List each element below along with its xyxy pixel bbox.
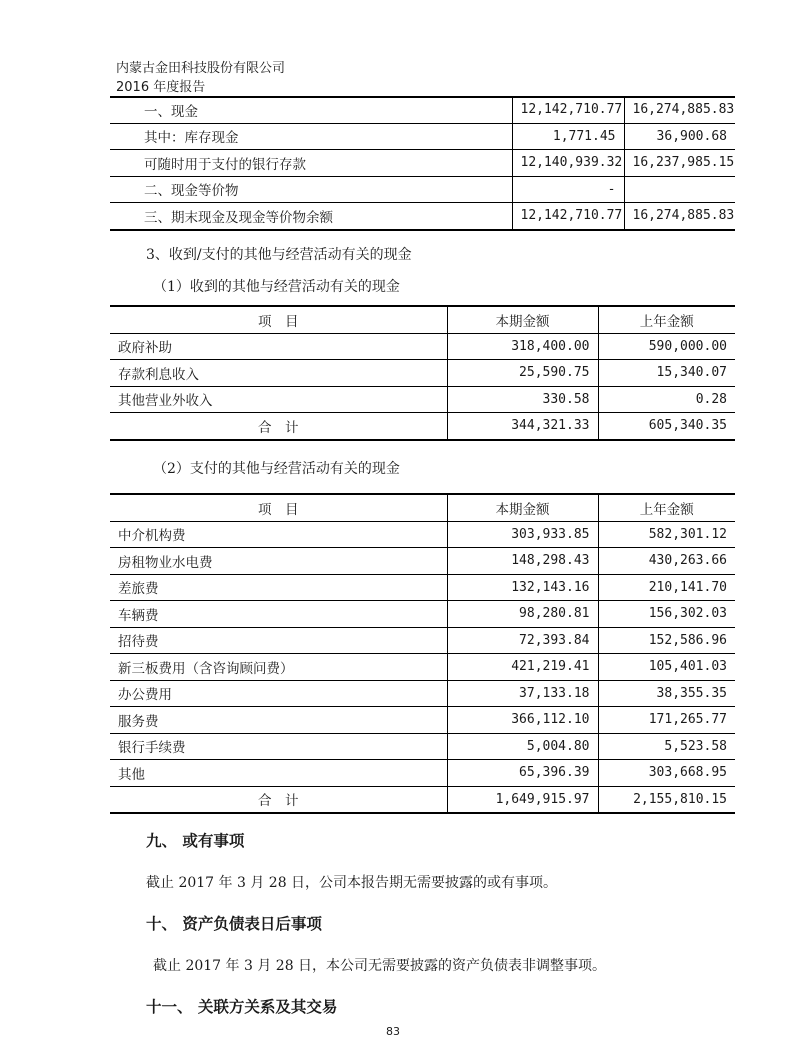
table-row	[110, 733, 735, 760]
header-row	[110, 494, 735, 521]
total-current: 1,649,915.97	[447, 786, 598, 813]
current-amount: 12,140,939.32	[512, 150, 624, 177]
total-label: 合 计	[258, 419, 299, 436]
current-amount: -	[512, 176, 624, 203]
row-label: 新三板费用（含咨询顾问费）	[110, 654, 447, 681]
table-row	[110, 150, 735, 177]
row-label: 差旅费	[110, 574, 447, 601]
report-title: 2016 年度报告	[116, 80, 206, 95]
total-row	[110, 413, 735, 440]
table-row	[110, 203, 735, 230]
previous-amount: 16,274,885.83	[624, 97, 735, 123]
row-label: 三、期末现金及现金等价物余额	[144, 209, 333, 226]
current-amount: 132,143.16	[447, 574, 598, 601]
total-label: 合 计	[258, 793, 299, 810]
row-label: 其中：库存现金	[110, 123, 512, 150]
row-label: 车辆费	[110, 601, 447, 628]
row-label: 房租物业水电费	[110, 548, 447, 575]
row-label: 可随时用于支付的银行存款	[110, 150, 512, 177]
total-current: 344,321.33	[447, 413, 598, 440]
previous-amount: 36,900.68	[624, 123, 735, 150]
section-3-title: 3、收到/支付的其他与经营活动有关的现金	[146, 247, 412, 263]
row-label: 一、现金	[110, 97, 512, 123]
column-header-previous: 上年金额	[598, 494, 735, 521]
previous-amount: 5,523.58	[598, 733, 735, 760]
previous-amount: 590,000.00	[598, 333, 735, 360]
previous-amount: 171,265.77	[598, 707, 735, 734]
table-row	[110, 97, 735, 123]
table-row	[110, 360, 735, 387]
current-amount: 303,933.85	[447, 521, 598, 548]
table-row	[110, 548, 735, 575]
section-9-heading: 九、 或有事项	[146, 832, 245, 850]
current-amount: 148,298.43	[447, 548, 598, 575]
table-row	[110, 574, 735, 601]
section-10-text: 截止 2017 年 3 月 28 日，本公司无需要披露的资产负债表非调整事项。	[153, 958, 607, 974]
total-row	[110, 786, 735, 813]
company-name: 内蒙古金田科技股份有限公司	[116, 61, 286, 76]
total-previous: 2,155,810.15	[598, 786, 735, 813]
table-row	[110, 176, 735, 203]
previous-amount: 303,668.95	[598, 760, 735, 787]
paid-subtitle: （2）支付的其他与经营活动有关的现金	[153, 461, 400, 477]
previous-amount: 430,263.66	[598, 548, 735, 575]
page-number: 83	[386, 1025, 400, 1038]
column-header-item: 项 目	[110, 494, 447, 521]
row-label: 二、现金等价物	[110, 176, 512, 203]
column-header-current: 本期金额	[447, 494, 598, 521]
row-label: 服务费	[110, 707, 447, 734]
table-row	[110, 654, 735, 681]
section-11-heading: 十一、 关联方关系及其交易	[146, 998, 338, 1016]
received-subtitle: （1）收到的其他与经营活动有关的现金	[153, 279, 400, 295]
current-amount: 5,004.80	[447, 733, 598, 760]
row-label: 政府补助	[110, 333, 447, 360]
previous-amount: 105,401.03	[598, 654, 735, 681]
current-amount: 366,112.10	[447, 707, 598, 734]
table-row	[110, 333, 735, 360]
table-row	[110, 707, 735, 734]
previous-amount: 156,302.03	[598, 601, 735, 628]
column-header-item: 项 目	[110, 306, 447, 333]
table-row	[110, 601, 735, 628]
previous-amount: 152,586.96	[598, 627, 735, 654]
current-amount: 65,396.39	[447, 760, 598, 787]
current-amount: 318,400.00	[447, 333, 598, 360]
table-row	[110, 386, 735, 413]
row-label: 办公费用	[110, 680, 447, 707]
previous-amount: 38,355.35	[598, 680, 735, 707]
header-row	[110, 306, 735, 333]
previous-amount	[624, 176, 735, 203]
current-amount: 98,280.81	[447, 601, 598, 628]
table-row	[110, 123, 735, 150]
table-row	[110, 521, 735, 548]
row-label: 其他营业外收入	[110, 386, 447, 413]
current-amount: 12,142,710.77	[512, 203, 624, 230]
row-label: 银行手续费	[110, 733, 447, 760]
current-amount: 330.58	[447, 386, 598, 413]
table-row	[110, 680, 735, 707]
previous-amount: 16,237,985.15	[624, 150, 735, 177]
section-9-text: 截止 2017 年 3 月 28 日，公司本报告期无需要披露的或有事项。	[146, 875, 558, 891]
total-previous: 605,340.35	[598, 413, 735, 440]
current-amount: 1,771.45	[512, 123, 624, 150]
previous-amount: 15,340.07	[598, 360, 735, 387]
current-amount: 72,393.84	[447, 627, 598, 654]
table-row	[110, 760, 735, 787]
previous-amount: 0.28	[598, 386, 735, 413]
paid-cash-table	[110, 493, 735, 814]
row-label: 中介机构费	[110, 521, 447, 548]
table-row	[110, 627, 735, 654]
previous-amount: 210,141.70	[598, 574, 735, 601]
row-label: 招待费	[110, 627, 447, 654]
current-amount: 25,590.75	[447, 360, 598, 387]
current-amount: 421,219.41	[447, 654, 598, 681]
column-header-current: 本期金额	[447, 306, 598, 333]
row-label: 其他	[110, 760, 447, 787]
current-amount: 37,133.18	[447, 680, 598, 707]
current-amount: 12,142,710.77	[512, 97, 624, 123]
previous-amount: 16,274,885.83	[624, 203, 735, 230]
section-10-heading: 十、 资产负债表日后事项	[146, 915, 322, 933]
previous-amount: 582,301.12	[598, 521, 735, 548]
cash-equivalents-table	[110, 97, 735, 231]
row-label: 存款利息收入	[110, 360, 447, 387]
received-cash-table	[110, 305, 735, 441]
column-header-previous: 上年金额	[598, 306, 735, 333]
